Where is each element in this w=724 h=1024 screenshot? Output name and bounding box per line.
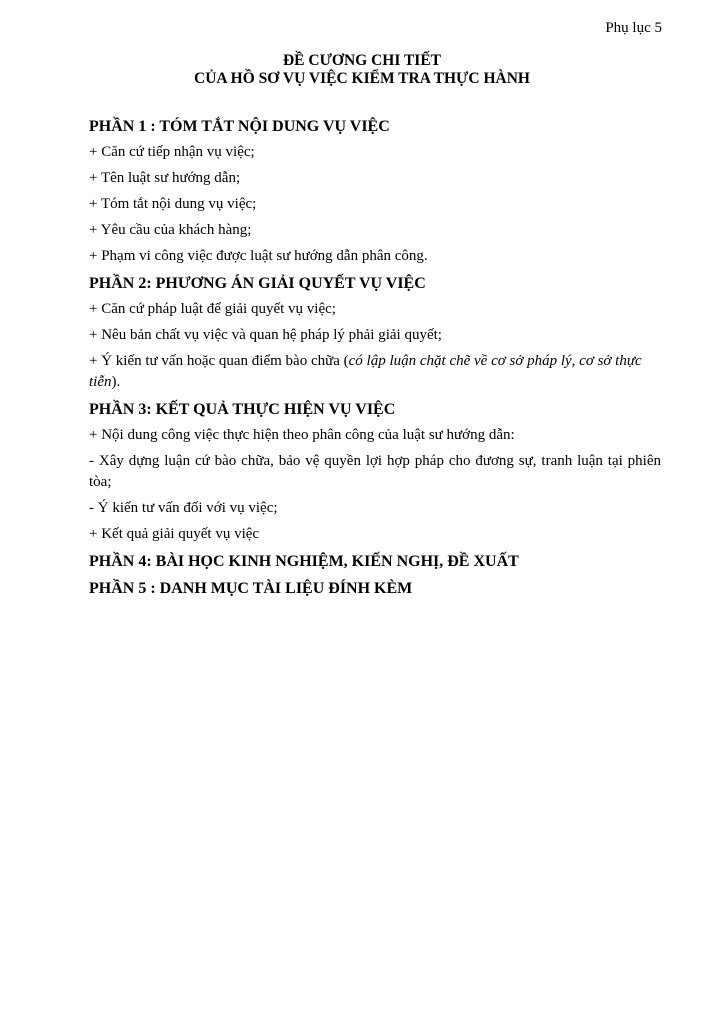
title-line-2: CỦA HỒ SƠ VỤ VIỆC KIỂM TRA THỰC HÀNH <box>194 70 530 87</box>
section-1-item: + Yêu cầu của khách hàng; <box>89 222 252 238</box>
advice-prefix: + Ý kiến tư vấn hoặc quan điểm bào chữa ( <box>89 353 349 369</box>
section-1-heading: PHẦN 1 : TÓM TẮT NỘI DUNG VỤ VIỆC <box>89 118 390 135</box>
section-1-item: + Phạm vi công việc được luật sư hướng dẫn phân công. <box>89 248 428 264</box>
appendix-label: Phụ lục 5 <box>605 20 662 36</box>
section-4-heading: PHẦN 4: BÀI HỌC KINH NGHIỆM, KIẾN NGHỊ, ĐỀ XUẤT <box>89 553 519 570</box>
section-2-item: + Căn cứ pháp luật để giải quyết vụ việc; <box>89 301 336 317</box>
title-line-1: ĐỀ CƯƠNG CHI TIẾT <box>282 52 442 69</box>
section-1-item: + Tóm tắt nội dung vụ việc; <box>89 196 257 212</box>
section-2-item: + Nêu bản chất vụ việc và quan hệ pháp lý phải giải quyết; <box>89 327 442 343</box>
section-2-heading: PHẦN 2: PHƯƠNG ÁN GIẢI QUYẾT VỤ VIỆC <box>89 275 426 292</box>
section-5-heading: PHẦN 5 : DANH MỤC TÀI LIỆU ĐÍNH KÈM <box>89 580 413 597</box>
section-3-item: + Kết quả giải quyết vụ việc <box>89 526 260 542</box>
section-1-item: + Tên luật sư hướng dẫn; <box>89 170 241 186</box>
advice-italic-note: có lập luận chặt chẽ về cơ sở pháp lý, cơ sở thực tiễn <box>89 353 642 390</box>
section-3-heading: PHẦN 3: KẾT QUẢ THỰC HIỆN VỤ VIỆC <box>89 401 396 418</box>
section-3-item: - Xây dựng luận cứ bào chữa, bảo vệ quyền lợi hợp pháp cho đương sự, tranh luận tại phiên tòa; <box>89 453 661 490</box>
advice-suffix: ). <box>111 374 121 390</box>
section-3-item: - Ý kiến tư vấn đối với vụ việc; <box>89 500 278 516</box>
section-1-item: + Căn cứ tiếp nhận vụ việc; <box>89 144 255 160</box>
section-2-advice-item <box>89 351 661 393</box>
section-3-item: + Nội dung công việc thực hiện theo phân công của luật sư hướng dẫn: <box>89 427 515 443</box>
outline-content <box>89 113 661 604</box>
